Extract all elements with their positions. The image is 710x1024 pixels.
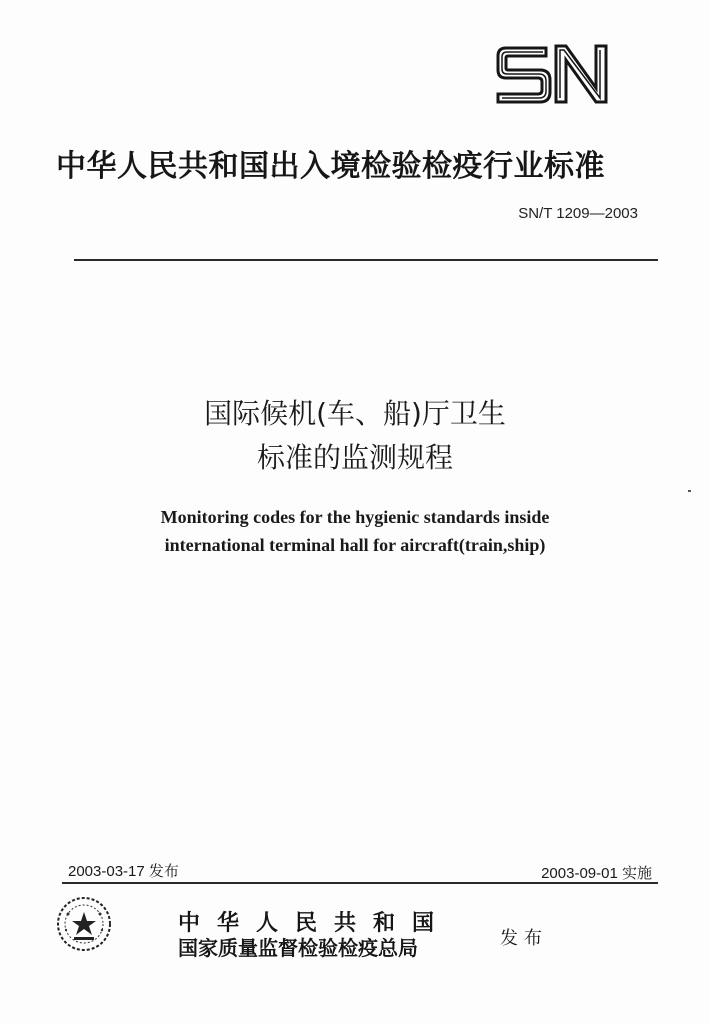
sn-logo-icon [494, 42, 612, 106]
issue-date: 2003-03-17 发布 [68, 863, 179, 880]
english-title [0, 503, 710, 559]
scan-speck [688, 490, 691, 492]
implementation-date: 2003-09-01 实施 [541, 865, 652, 882]
official-seal [54, 894, 114, 954]
chinese-title-line-1: 国际候机(车、船)厅卫生 [204, 397, 506, 430]
english-title-line-2: international terminal hall for aircraft(train,ship) [164, 535, 546, 555]
chinese-title-line-2: 标准的监测规程 [256, 441, 453, 474]
publisher [178, 910, 451, 960]
english-title-line-1: Monitoring codes for the hygienic standards inside [160, 507, 550, 527]
publish-label: 发布 [500, 928, 548, 949]
standard-number: SN/T 1209—2003 [518, 205, 638, 222]
bottom-divider [62, 882, 658, 884]
publisher-line-2: 国家质量监督检验检疫总局 [178, 936, 418, 960]
industry-standard-title: 中华人民共和国出入境检验检疫行业标准 [56, 149, 605, 184]
publisher-line-1: 中华人民共和国 [178, 910, 452, 936]
chinese-title [0, 392, 710, 480]
sn-logo [494, 42, 612, 106]
seal-emblem-icon [54, 894, 114, 954]
top-divider [74, 259, 658, 261]
